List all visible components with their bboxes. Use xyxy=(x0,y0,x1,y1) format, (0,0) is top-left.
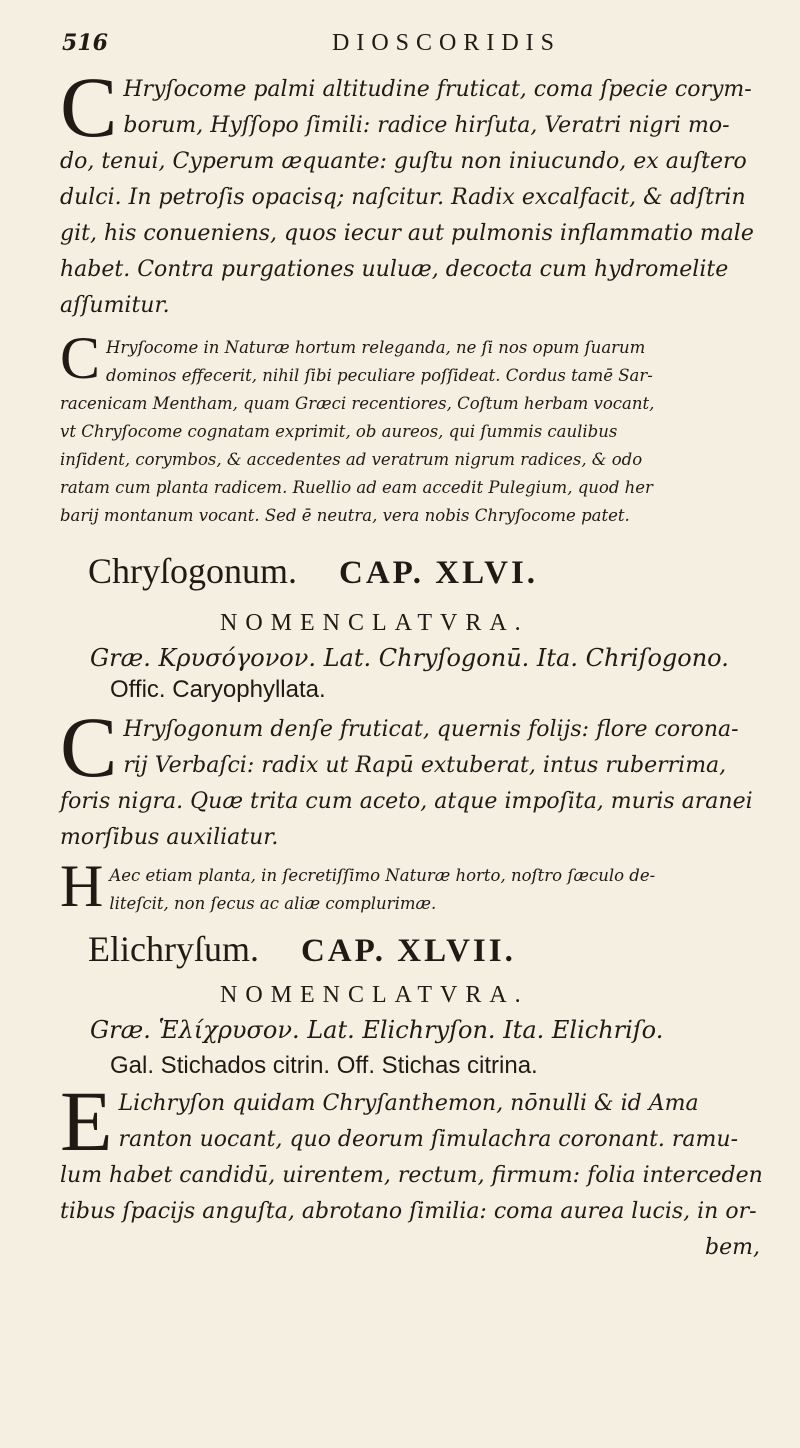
chrysocome-paragraph xyxy=(60,59,770,324)
nomenclatura-heading: NOMENCLATVRA. xyxy=(220,610,529,636)
text-line: aſſumitur. xyxy=(60,293,170,318)
text-line: barij montanum vocant. Sed ē neutra, vera nobis Chryſocome patet. xyxy=(60,506,630,525)
chapter-name: Chryſogonum. xyxy=(88,551,298,591)
text-line: racenicam Mentham, quam Græci recentiores, Coſtum herbam vocant, xyxy=(60,394,655,413)
text-line: liteſcit, non ſecus ac aliæ complurimæ. xyxy=(109,894,437,913)
drop-cap: C xyxy=(60,699,118,795)
synonyms-line: Græ. Κρυσόγονον. Lat. Chryſogonū. Ita. Chriſogono. xyxy=(90,644,729,672)
elichrysum-paragraph xyxy=(60,1073,770,1266)
drop-cap: C xyxy=(60,325,101,391)
text-line: foris nigra. Quæ trita cum aceto, atque impoſita, muris aranei xyxy=(60,789,753,814)
text-line: tibus ſpacijs anguſta, abrotano ſimilia: coma aurea lucis, in or- xyxy=(60,1199,757,1224)
officinal-name: Gal. Stichados citrin. Off. Stichas citrina. xyxy=(110,1052,538,1079)
text-line: rij Verbaſci: radix ut Rapū extuberat, intus ruberrima, xyxy=(123,753,727,778)
chrysocome-commentary xyxy=(60,325,770,530)
chapter-heading xyxy=(88,550,538,592)
catchword-line: bem, xyxy=(705,1235,760,1260)
text-line: habet. Contra purgationes uuluæ, decocta cum hydromelite xyxy=(60,257,729,282)
text-line: morſibus auxiliatur. xyxy=(60,825,279,850)
drop-cap: E xyxy=(60,1073,113,1169)
text-line: Lichryſon quidam Chryſanthemon, nōnulli & id Ama xyxy=(118,1091,699,1116)
synonyms-line: Græ. Ἑλίχρυσον. Lat. Elichryſon. Ita. Elichriſo. xyxy=(90,1016,664,1044)
officinal-name: Offic. Caryophyllata. xyxy=(110,676,326,703)
text-line: inſident, corymbos, & accedentes ad veratrum nigrum radices, & odo xyxy=(60,450,643,469)
chrysogonum-paragraph xyxy=(60,699,770,856)
text-line: ratam cum planta radicem. Ruellio ad eam accedit Pulegium, quod her xyxy=(60,478,653,497)
text-line: dominos effecerit, nihil ſibi peculiare poſſideat. Cordus tamē Sar- xyxy=(106,366,653,385)
running-head: DIOSCORIDIS xyxy=(332,30,562,56)
text-line: Hryſocome in Naturæ hortum releganda, ne ſi nos opum ſuarum xyxy=(106,338,646,357)
text-line: vt Chryſocome cognatam exprimit, ob aureos, qui ſummis caulibus xyxy=(60,422,618,441)
chapter-number: CAP. XLVI. xyxy=(339,555,539,591)
chapter-name: Elichryſum. xyxy=(88,929,259,969)
drop-cap: C xyxy=(60,59,118,155)
text-line: Hryſocome palmi altitudine fruticat, coma ſpecie corym- xyxy=(123,77,752,102)
text-line: Aec etiam planta, in ſecretiſſimo Naturæ horto, noſtro ſæculo de- xyxy=(109,866,656,885)
text-line: lum habet candidū, uirentem, rectum, firmum: folia interceden xyxy=(60,1163,763,1188)
chrysogonum-commentary xyxy=(60,853,770,919)
text-line: ranton uocant, quo deorum ſimulachra coronant. ramu- xyxy=(118,1127,739,1152)
nomenclatura-heading: NOMENCLATVRA. xyxy=(220,982,529,1008)
page-header xyxy=(62,30,760,70)
drop-cap: H xyxy=(60,853,104,919)
text-line: borum, Hyſſopo ſimili: radice hirſuta, Veratri nigri mo- xyxy=(123,113,730,138)
text-line: Hryſogonum denſe fruticat, quernis folijs: flore corona- xyxy=(123,717,739,742)
text-line: do, tenui, Cyperum æquante: guſtu non iniucundo, ex auſtero xyxy=(60,149,747,174)
chapter-heading xyxy=(88,928,516,970)
page-number: 516 xyxy=(62,30,108,56)
text-line: dulci. In petroſis opacisq; naſcitur. Radix excalfacit, & adſtrin xyxy=(60,185,746,210)
text-line: git, his conueniens, quos iecur aut pulmonis inflammatio male xyxy=(60,221,754,246)
chapter-number: CAP. XLVII. xyxy=(300,933,516,969)
